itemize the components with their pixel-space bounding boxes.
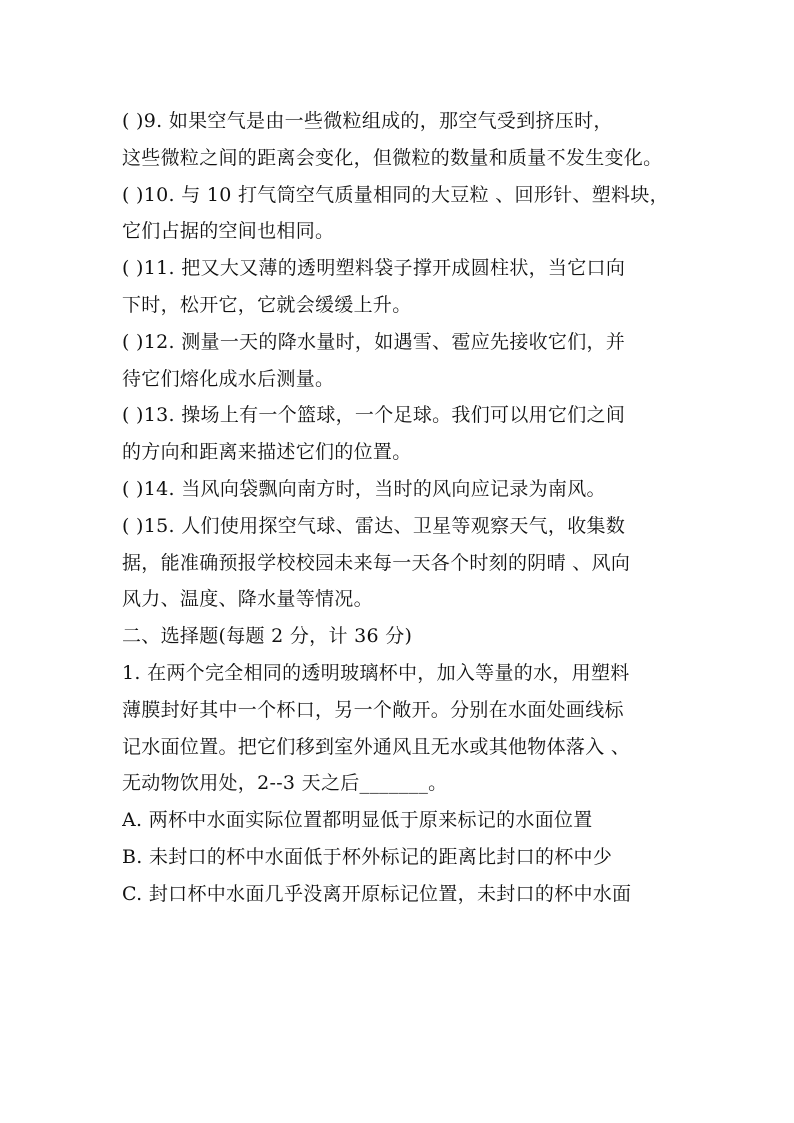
text-line-q13-b: 的方向和距离来描述它们的位置。 [122, 441, 412, 464]
section-heading-multiple-choice: 二、选择题(每题 2 分，计 36 分) [122, 625, 413, 648]
text-line-mc1-a: 1. 在两个完全相同的透明玻璃杯中，加入等量的水，用塑料 [122, 661, 630, 684]
text-line-q10-b: 它们占据的空间也相同。 [122, 220, 335, 243]
text-line-q11-a: ( )11. 把又大又薄的透明塑料袋子撑开成圆柱状，当它口向 [122, 257, 626, 280]
text-line-q15-b: 据，能准确预报学校校园未来每一天各个时刻的阴晴 、风向 [122, 551, 631, 574]
text-line-mc1-b: 薄膜封好其中一个杯口，另一个敞开。分别在水面处画线标 [122, 698, 624, 721]
text-line-q9-a: ( )9. 如果空气是由一些微粒组成的，那空气受到挤压时， [122, 110, 613, 132]
document-body [122, 103, 678, 913]
text-line-mc1-c: 记水面位置。把它们移到室外通风且无水或其他物体落入 、 [122, 735, 631, 758]
text-line-q12-a: ( )12. 测量一天的降水量时，如遇雪、雹应先接收它们，并 [122, 330, 626, 353]
option-b: B. 未封口的杯中水面低于杯外标记的距离比封口的杯中少 [122, 845, 613, 868]
text-line-q10-a: ( )10. 与 10 打气筒空气质量相同的大豆粒 、回形针、塑料块， [122, 183, 669, 206]
text-line-q12-b: 待它们熔化成水后测量。 [122, 367, 335, 390]
text-line-q14: ( )14. 当风向袋飘向南方时，当时的风向应记录为南风。 [122, 477, 606, 500]
text-line-q11-b: 下时，松开它，它就会缓缓上升。 [122, 293, 412, 316]
text-line-q15-a: ( )15. 人们使用探空气球、雷达、卫星等观察天气，收集数 [122, 514, 626, 537]
option-c: C. 封口杯中水面几乎没离开原标记位置，未封口的杯中水面 [122, 882, 632, 905]
text-line-q9-b: 这些微粒之间的距离会变化，但微粒的数量和质量不发生变化。 [122, 146, 663, 169]
text-line-mc1-d: 无动物饮用处，2--3 天之后_______。 [122, 772, 448, 795]
option-a: A. 两杯中水面实际位置都明显低于原来标记的水面位置 [122, 809, 593, 832]
text-line-q13-a: ( )13. 操场上有一个篮球，一个足球。我们可以用它们之间 [122, 404, 626, 427]
text-line-q15-c: 风力、温度、降水量等情况。 [122, 588, 373, 611]
